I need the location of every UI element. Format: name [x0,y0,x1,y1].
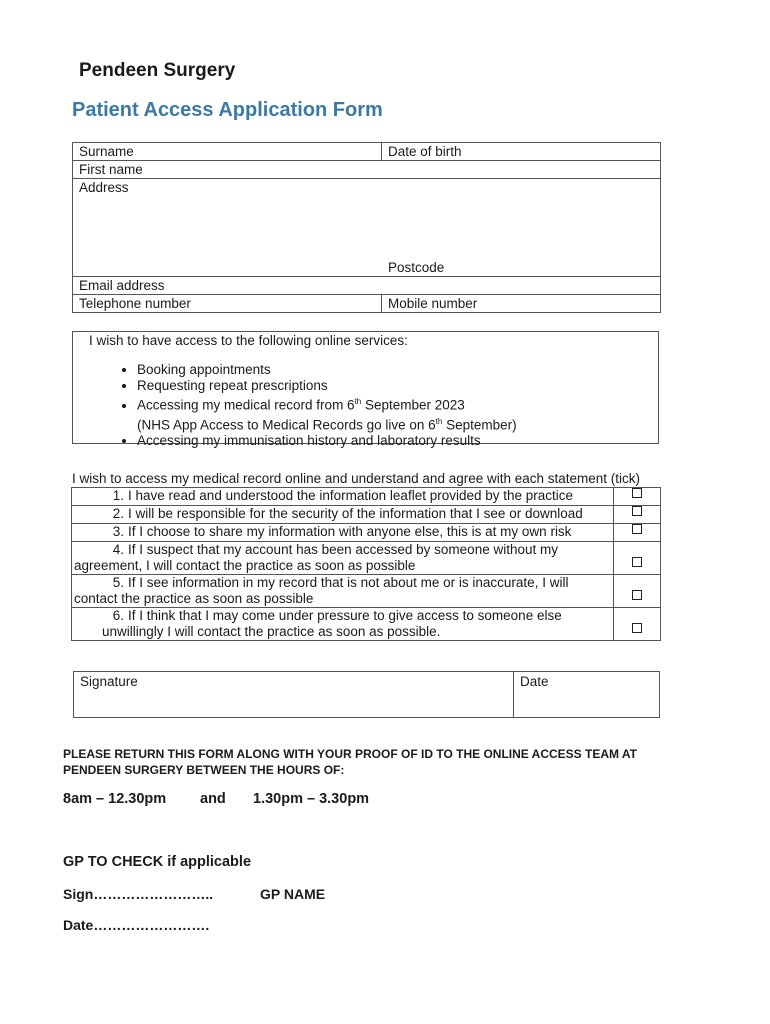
services-intro: I wish to have access to the following online services: [89,333,408,348]
service-item-medical-record [137,394,517,433]
record-note-end: September) [442,417,517,432]
statement-text: If I see information in my record that is not about me or is inaccurate, I will [128,575,569,590]
dob-label: Date of birth [388,144,462,159]
service-item-immunisation: • Accessing my immunisation history and laboratory results [137,433,517,449]
form-title: Patient Access Application Form [72,99,383,121]
statement-text: I will be responsible for the security of the information that I see or download [128,506,583,521]
record-note-text: (NHS App Access to Medical Records go live on 6 [137,417,436,432]
statement-text: If I think that I may come under pressure to give access to someone else [128,608,562,623]
surname-label: Surname [79,144,134,159]
statement-number: 1. [112,488,124,503]
statement-text: If I choose to share my information with anyone else, this is at my own risk [128,524,572,539]
tick-box-2[interactable] [614,506,661,524]
patient-details-table [72,142,661,313]
statement-row [72,542,661,575]
address-label: Address [79,180,129,195]
statement-text-cont: unwillingly I will contact the practice as soon as possible. [102,624,441,639]
service-item-booking: • Booking appointments [137,362,517,378]
opening-hours [63,791,369,807]
statement-number: 2. [112,506,124,521]
statement-text: If I suspect that my account has been accessed by someone without my [128,542,558,557]
signature-date-field[interactable] [514,672,660,718]
gp-sign-line[interactable]: Sign…………………….. [63,886,214,902]
signature-date-label: Date [520,674,549,689]
statement-row [72,524,661,542]
email-label: Email address [79,278,165,293]
statement-text-cont: agreement, I will contact the practice as soon as possible [74,558,416,573]
first-name-label: First name [79,162,143,177]
statements-intro: I wish to access my medical record online and understand and agree with each statement (tick) [72,471,641,486]
record-text: Accessing my medical record from 6 [137,397,355,413]
tick-box-5[interactable] [614,575,661,608]
first-name-field[interactable] [73,161,661,179]
telephone-label: Telephone number [79,296,191,311]
mobile-field[interactable] [382,295,661,313]
statement-number: 3. [112,524,124,539]
record-text-end: September 2023 [361,397,465,413]
checkbox-icon [632,590,642,600]
hours-afternoon: 1.30pm – 3.30pm [253,791,370,807]
statement-number: 5. [112,575,124,590]
statement-number: 4. [112,542,124,557]
checkbox-icon [632,488,642,498]
checkbox-icon [632,506,642,516]
gp-date-line[interactable]: Date……………………. [63,917,210,933]
tick-box-4[interactable] [614,542,661,575]
statement-text-cont: contact the practice as soon as possible [74,591,314,606]
statement-number: 6. [112,608,124,623]
checkbox-icon [632,524,642,534]
gp-name-label: GP NAME [260,886,326,902]
checkbox-icon [632,623,642,633]
statement-row [72,488,661,506]
tick-box-6[interactable] [614,608,661,641]
statement-text: I have read and understood the information leaflet provided by the practice [128,488,574,503]
record-note [137,414,517,434]
record-note-sup: th [435,416,443,426]
signature-field[interactable] [74,672,514,718]
statement-row [72,506,661,524]
gp-check-heading: GP TO CHECK if applicable [63,854,252,870]
statement-row [72,575,661,608]
telephone-field[interactable] [73,295,382,313]
practice-name: Pendeen Surgery [79,60,236,81]
surname-field[interactable] [73,143,382,161]
record-sup: th [354,397,362,406]
tick-box-3[interactable] [614,524,661,542]
online-services-box [72,331,659,448]
mobile-label: Mobile number [388,296,478,311]
signature-label: Signature [80,674,138,689]
email-field[interactable] [73,277,661,295]
hours-morning: 8am – 12.30pm [63,791,167,807]
tick-box-1[interactable] [614,488,661,506]
hours-and: and [200,791,226,807]
signature-table [73,671,660,718]
service-item-prescriptions: • Requesting repeat prescriptions [137,378,517,394]
postcode-label: Postcode [388,260,445,275]
checkbox-icon [632,557,642,567]
statements-table [71,487,661,641]
services-list [105,362,517,449]
dob-field[interactable] [382,143,661,161]
return-instructions: PLEASE RETURN THIS FORM ALONG WITH YOUR PROOF OF ID TO THE ONLINE ACCESS TEAM AT PENDEEN SURGERY BETWEEN THE HOURS OF: [63,747,638,777]
statement-row [72,608,661,641]
address-field[interactable] [73,179,661,277]
